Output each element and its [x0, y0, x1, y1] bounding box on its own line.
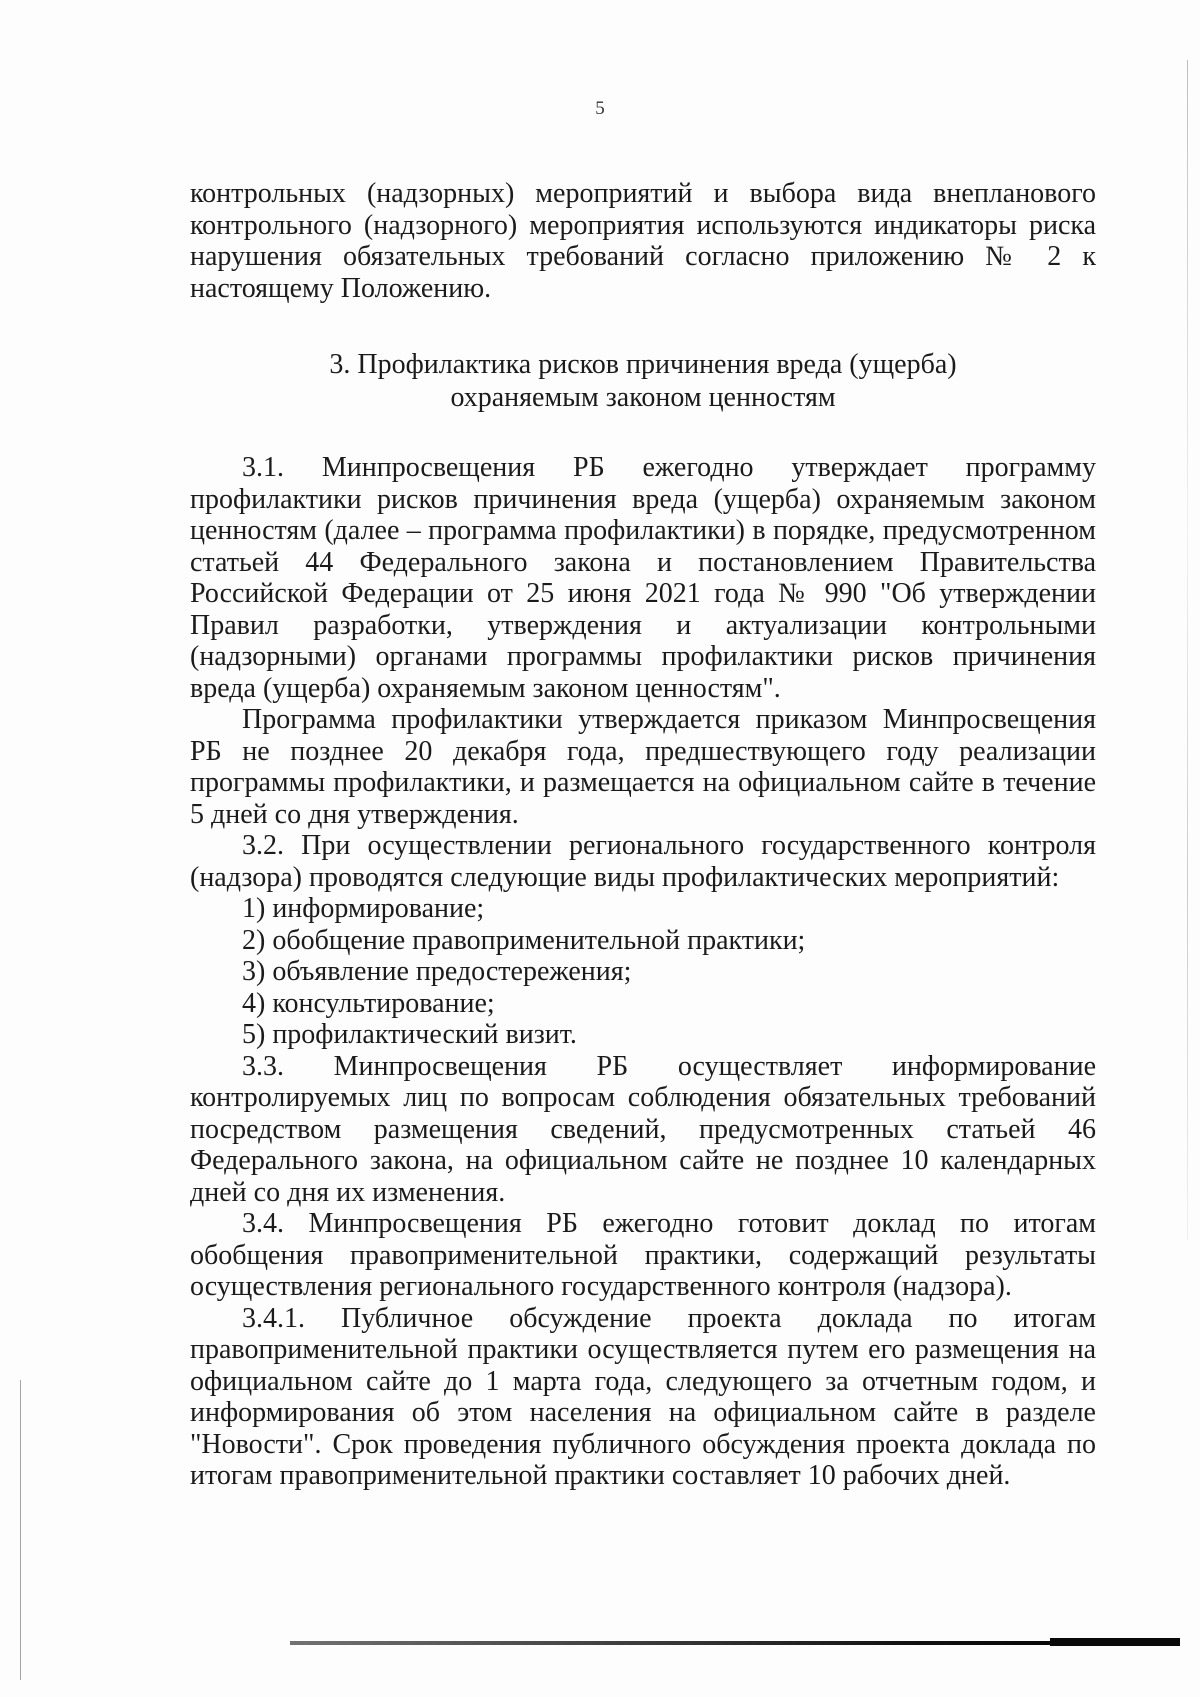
- paragraph-3-3: 3.3. Минпросвещения РБ осуществляет информирование контролируемых лиц по вопросам соблюдения обязательных требований посредством размещения сведений, предусмотренных статьей 46 Федерального закона, на официальном сайте не позднее 10 календарных дней со дня их изменения.: [190, 1050, 1096, 1208]
- scan-bottom-edge-mark: [1050, 1638, 1180, 1646]
- intro-paragraph: контрольных (надзорных) мероприятий и выбора вида внепланового контрольного (надзорного) мероприятия используются индикаторы риска нарушения обязательных требований согласно приложению № 2 к настоящему Положению.: [190, 178, 1096, 304]
- list-item: 5) профилактический визит.: [242, 1019, 577, 1050]
- paragraph-program: Программа профилактики утверждается приказом Минпросвещения РБ не позднее 20 декабря года, предшествующего году реализации программы профилактики, и размещается на официальном сайте в течение 5 дней со дня утверждения.: [190, 704, 1096, 830]
- paragraph-3-4-1: 3.4.1. Публичное обсуждение проекта доклада по итогам правоприменительной практики осуществляется путем его размещения на официальном сайте до 1 марта года, следующего за отчетным годом, и информирования об этом населения на официальном сайте в разделе "Новости". Срок проведения публичного обсуждения проекта доклада по итогам правоприменительной практики составляет 10 рабочих дней.: [190, 1302, 1096, 1491]
- list-item: 4) консультирование;: [242, 987, 495, 1019]
- section-heading: [190, 348, 1096, 414]
- paragraph-3-2: 3.2. При осуществлении регионального государственного контроля (надзора) проводятся следующие виды профилактических мероприятий:: [190, 830, 1096, 893]
- list-item: 3) объявление предостережения;: [242, 956, 632, 987]
- section-heading-line-2: охраняемым законом ценностям: [450, 382, 836, 413]
- scan-bottom-edge-bar: [290, 1641, 1180, 1645]
- page-number: 5: [595, 98, 605, 119]
- paragraph-3-4: 3.4. Минпросвещения РБ ежегодно готовит доклад по итогам обобщения правоприменительной практики, содержащий результаты осуществления регионального государственного контроля (надзора).: [190, 1208, 1096, 1302]
- measures-list: [190, 893, 1096, 1051]
- scan-edge-line-left: [20, 1380, 21, 1680]
- document-body: [190, 178, 1096, 1492]
- scan-edge-line-right: [1187, 60, 1188, 1240]
- list-item: 1) информирование;: [242, 893, 485, 924]
- section-heading-line-1: 3. Профилактика рисков причинения вреда (ущерба): [329, 349, 957, 380]
- list-item: 2) обобщение правоприменительной практики;: [242, 924, 806, 956]
- paragraph-3-1: 3.1. Минпросвещения РБ ежегодно утверждает программу профилактики рисков причинения вреда (ущерба) охраняемым законом ценностям (далее – программа профилактики) в порядке, предусмотренном статьей 44 Федерального закона и постановлением Правительства Российской Федерации от 25 июня 2021 года № 990 "Об утверждении Правил разработки, утверждения и актуализации контрольными (надзорными) органами программы профилактики рисков причинения вреда (ущерба) охраняемым законом ценностям".: [190, 452, 1096, 704]
